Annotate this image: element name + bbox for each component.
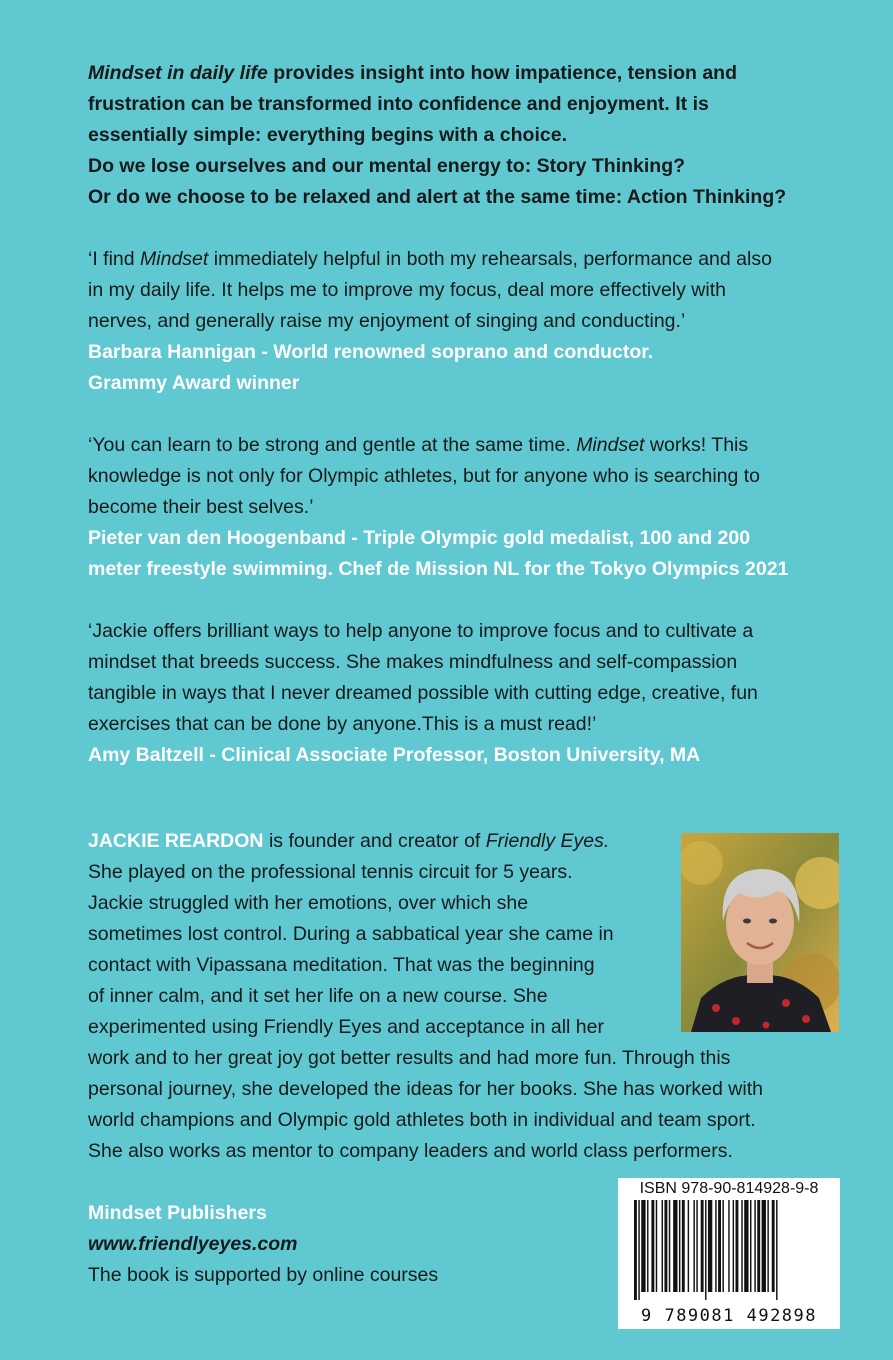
bio-line: contact with Vipassana meditation. That was the beginning (88, 954, 595, 976)
author-portrait-illustration (681, 833, 839, 1032)
intro-line-1: Mindset in daily life provides insight into how impatience, tension and (88, 62, 737, 84)
bio-line: experimented using Friendly Eyes and acceptance in all her (88, 1016, 604, 1038)
quote-line: become their best selves.’ (88, 496, 314, 518)
bio-line: of inner calm, and it set her life on a new course. She (88, 985, 548, 1007)
intro-line-2: frustration can be transformed into confidence and enjoyment. It is (88, 93, 709, 115)
quote-line: ‘Jackie offers brilliant ways to help anyone to improve focus and to cultivate a (88, 620, 754, 642)
author-photo (681, 833, 839, 1032)
quote-line: tangible in ways that I never dreamed possible with cutting edge, creative, fun (88, 682, 758, 704)
barcode-bar (754, 1200, 755, 1292)
quote-line: mindset that breeds success. She makes mindfulness and self-compassion (88, 651, 738, 673)
barcode-bar (772, 1200, 775, 1292)
testimonial-hoogenband (88, 430, 868, 585)
bio-line: Jackie struggled with her emotions, over which she (88, 892, 529, 914)
barcode-bar (722, 1200, 723, 1292)
barcode-bar (701, 1200, 704, 1292)
barcode-bar (705, 1200, 706, 1300)
barcode-bar (715, 1200, 716, 1292)
bio-line: work and to her great joy got better results and had more fun. Through this (88, 1047, 731, 1069)
bio-line: world champions and Olympic gold athletes both in individual and team sport. (88, 1109, 756, 1131)
barcode-bar (641, 1200, 645, 1292)
barcode-bar (682, 1200, 685, 1292)
barcode-bar (688, 1200, 689, 1292)
barcode-bar (708, 1200, 712, 1292)
intro-line-4: Do we lose ourselves and our mental energy to: Story Thinking? (88, 155, 686, 177)
barcode-bar (673, 1200, 677, 1292)
barcode-bar (741, 1200, 742, 1292)
barcode-bar (669, 1200, 670, 1292)
barcode-bar (647, 1200, 648, 1292)
author-name: JACKIE REARDON (88, 830, 264, 852)
quote-line: ‘I find Mindset immediately helpful in both my rehearsals, performance and also (88, 248, 772, 270)
isbn-label: ISBN 978-90-814928-9-8 (639, 1180, 819, 1197)
barcode-bar (679, 1200, 680, 1292)
intro-line-3: essentially simple: everything begins with a choice. (88, 124, 567, 146)
barcode-bar (696, 1200, 697, 1292)
quote-line: in my daily life. It helps me to improve my focus, deal more effectively with (88, 279, 726, 301)
barcode-bar (662, 1200, 663, 1292)
quote-line: exercises that can be done by anyone.This is a must read!’ (88, 713, 597, 735)
barcode-bar (634, 1200, 637, 1300)
barcode-bar (656, 1200, 657, 1292)
barcode-bar (750, 1200, 751, 1292)
book-title: Mindset in daily life (88, 62, 268, 84)
barcode-bar (776, 1200, 777, 1300)
barcode-bars (634, 1200, 824, 1300)
quote-line: knowledge is not only for Olympic athletes, but for anyone who is searching to (88, 465, 761, 487)
barcode-bar (638, 1200, 639, 1300)
barcode-bar (718, 1200, 721, 1292)
quote-attribution: Grammy Award winner (88, 372, 300, 394)
barcode-digits: 9 789081 492898 (640, 1306, 818, 1326)
barcode-bar (733, 1200, 734, 1292)
bio-line: She played on the professional tennis circuit for 5 years. (88, 861, 573, 883)
testimonial-hannigan (88, 244, 868, 399)
testimonial-baltzell (88, 616, 868, 771)
barcode-bar (744, 1200, 748, 1292)
barcode-bar (757, 1200, 760, 1292)
intro-paragraph (88, 58, 868, 213)
quote-attribution: Amy Baltzell - Clinical Associate Professor, Boston University, MA (88, 744, 701, 766)
publisher-website[interactable]: www.friendlyeyes.com (88, 1233, 298, 1255)
barcode-bar (767, 1200, 768, 1292)
bio-line: personal journey, she developed the ideas for her books. She has worked with (88, 1078, 763, 1100)
barcode-bar (762, 1200, 766, 1292)
quote-line: ‘You can learn to be strong and gentle at the same time. Mindset works! This (88, 434, 749, 456)
bio-line: JACKIE REARDON is founder and creator of Friendly Eyes. (88, 830, 610, 852)
publisher-name: Mindset Publishers (88, 1202, 267, 1224)
barcode-bar (693, 1200, 694, 1292)
barcode-bar (664, 1200, 667, 1292)
publisher-note: The book is supported by online courses (88, 1264, 439, 1286)
bio-line: sometimes lost control. During a sabbatical year she came in (88, 923, 614, 945)
quote-attribution: Barbara Hannigan - World renowned soprano and conductor. (88, 341, 654, 363)
barcode-bar (736, 1200, 739, 1292)
isbn-barcode (618, 1178, 840, 1329)
publisher-info (88, 1198, 588, 1291)
quote-attribution: meter freestyle swimming. Chef de Mission NL for the Tokyo Olympics 2021 (88, 558, 789, 580)
bio-line: She also works as mentor to company leaders and world class performers. (88, 1140, 733, 1162)
quote-line: nerves, and generally raise my enjoyment of singing and conducting.’ (88, 310, 686, 332)
barcode-bar (651, 1200, 654, 1292)
intro-line-5: Or do we choose to be relaxed and alert at the same time: Action Thinking? (88, 186, 787, 208)
quote-attribution: Pieter van den Hoogenband - Triple Olympic gold medalist, 100 and 200 (88, 527, 751, 549)
barcode-bar (728, 1200, 729, 1292)
